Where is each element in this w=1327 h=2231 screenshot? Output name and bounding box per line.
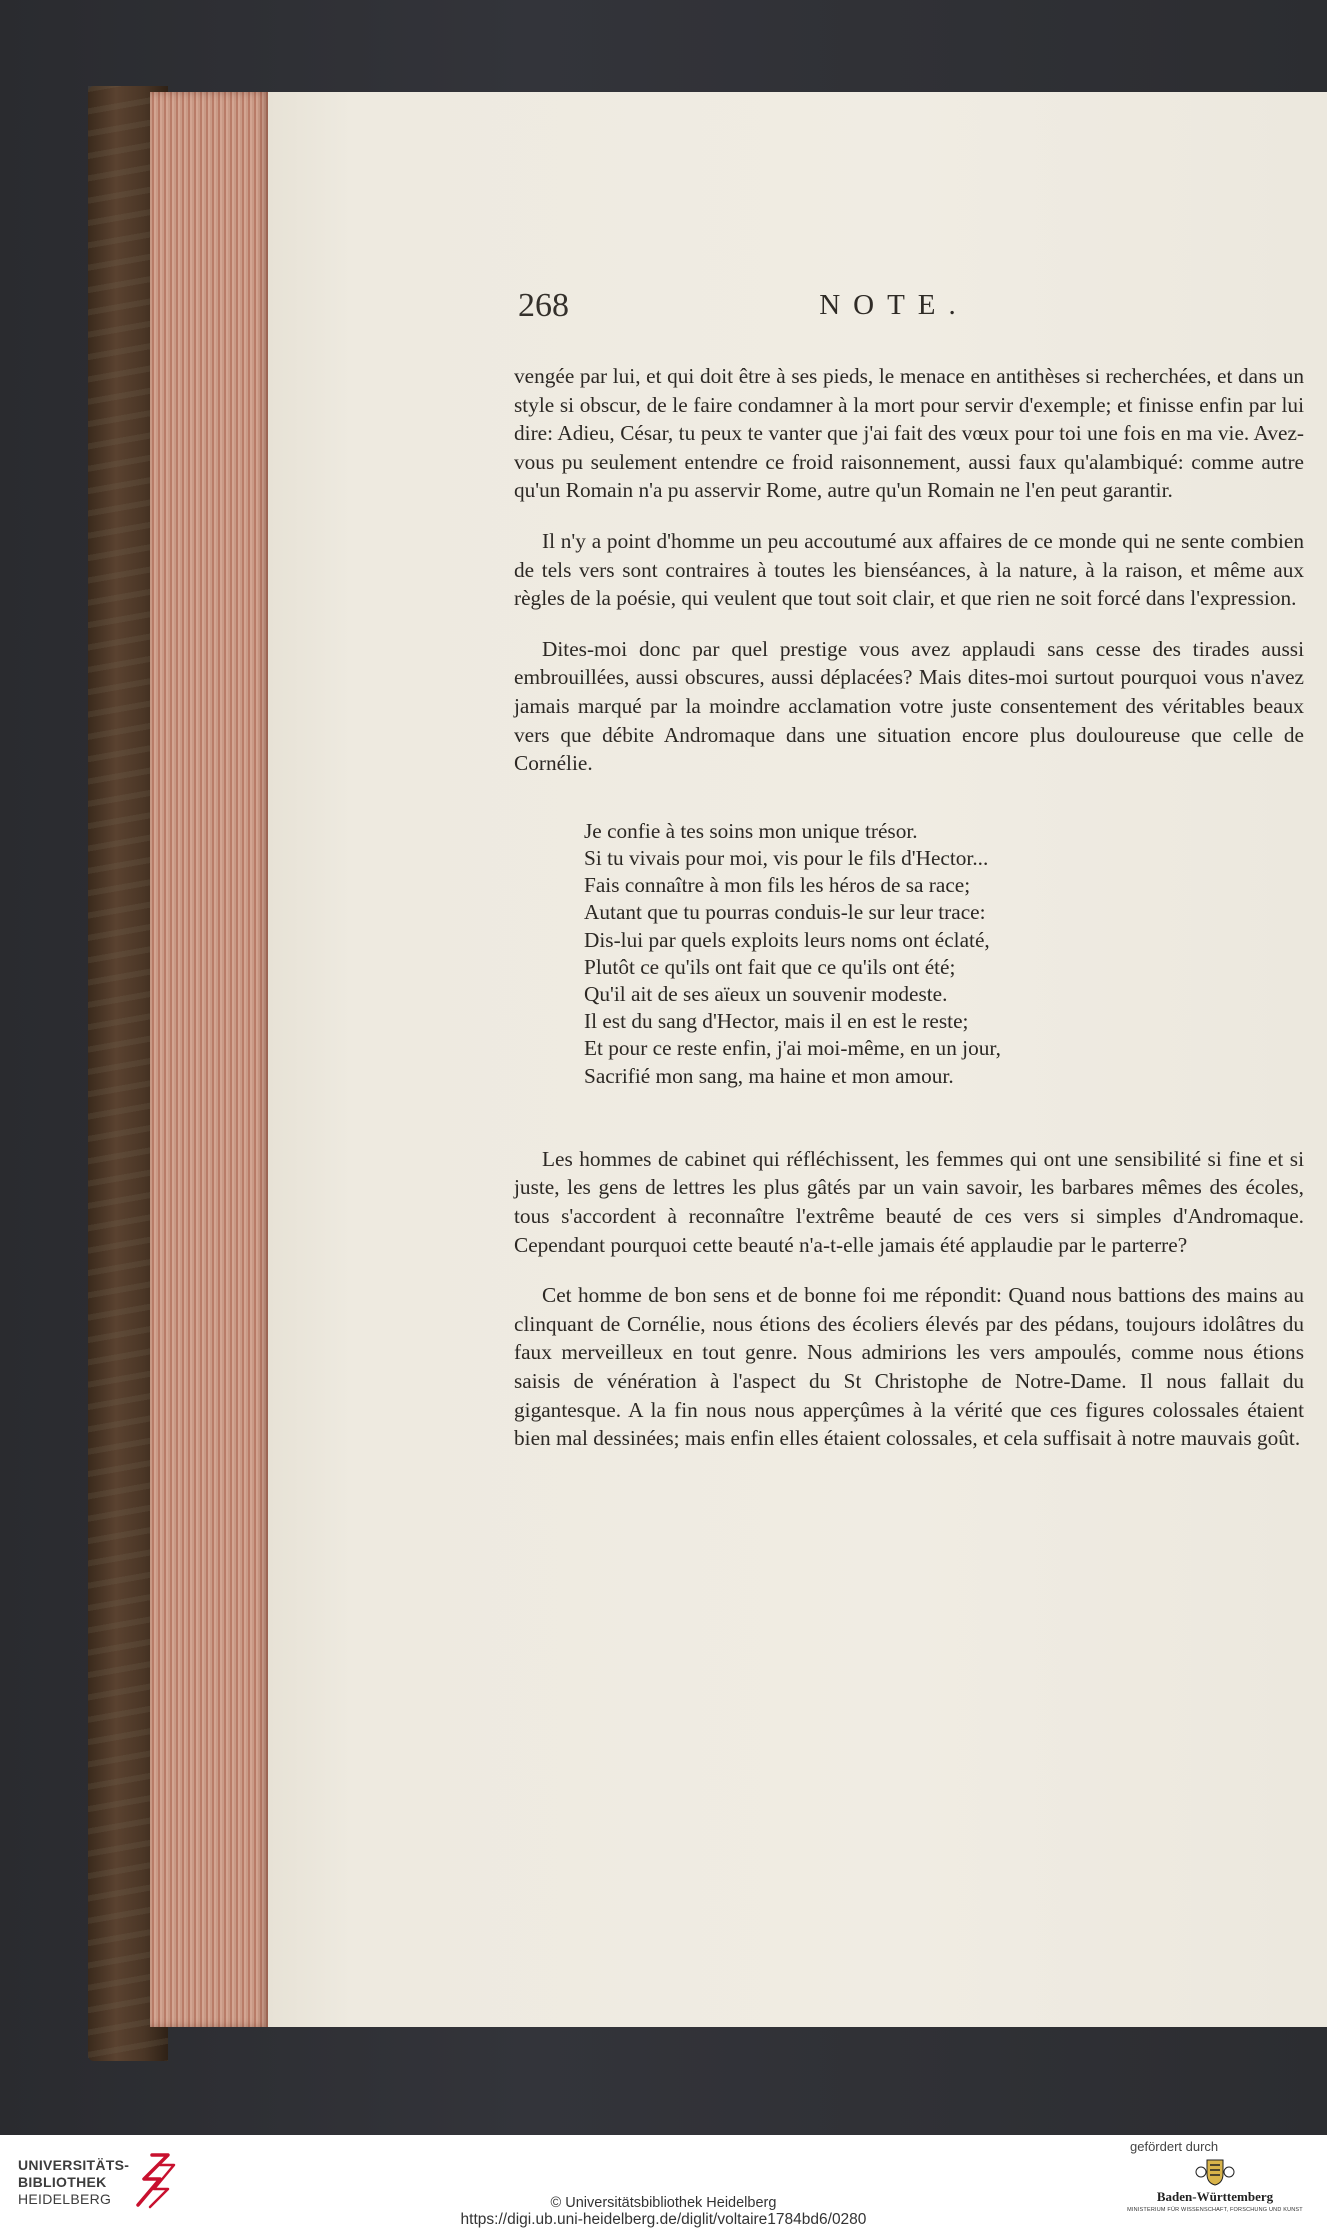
verse-line: Dis-lui par quels exploits leurs noms ont éclaté, xyxy=(584,927,990,952)
permalink[interactable]: https://digi.ub.uni-heidelberg.de/diglit/voltaire1784bd6/0280 xyxy=(460,2211,867,2228)
library-name-line: HEIDELBERG xyxy=(18,2191,112,2207)
funder-logo[interactable] xyxy=(1120,2157,1310,2227)
paragraph: Dites-moi donc par quel prestige vous avez applaudi sans cesse des tirades aussi embrouillées, aussi obscures, aussi déplacées? Mais dites-moi surtout pourquoi vous n'avez jamais marqué par la moindre acclamation votre juste consentement des véritables beaux vers que débite Andromaque dans une situation encore plus douloureuse que celle de Cornélie. xyxy=(514,636,1304,776)
verse-line: Il est du sang d'Hector, mais il en est le reste; xyxy=(584,1009,969,1034)
verse-line: Sacrifié mon sang, ma haine et mon amour. xyxy=(584,1063,954,1088)
verse-line: Plutôt ce qu'ils ont fait que ce qu'ils ont été; xyxy=(584,954,956,979)
funder-ministry: MINISTERIUM FÜR WISSENSCHAFT, FORSCHUNG UND KUNST xyxy=(1127,2207,1303,2213)
library-name-line: UNIVERSITÄTS- xyxy=(18,2157,130,2173)
paragraph: Cet homme de bon sens et de bonne foi me répondit: Quand nous battions des mains au clinquant de Cornélie, nous étions des écoliers élevés par des pédans, toujours idolâtres du faux merveilleux en tout genre. Nous admirions les vers ampoulés, comme nous étions saisis de vénération à l'aspect du St Christophe de Notre-Dame. Il nous fallait du gigantesque. A la fin nous nous apperçûmes à la vérité que ces figures colossales étaient bien mal dessinées; mais enfin elles étaient colossales, et cela suffisait à notre mauvais goût. xyxy=(514,1283,1304,1451)
verse-line: Je confie à tes soins mon unique trésor. xyxy=(584,818,918,843)
page-number: 268 xyxy=(518,287,569,324)
verse-quotation xyxy=(584,818,1304,1090)
paragraph: Il n'y a point d'homme un peu accoutumé aux affaires de ce monde qui ne sente combien de tels vers sont contraires à toutes les bienséances, à la nature, à la raison, et même aux règles de la poésie, qui veulent que tout soit clair, et que rien ne soit forcé dans l'expression. xyxy=(514,528,1304,611)
verse-line: Et pour ce reste enfin, j'ai moi-même, en un jour, xyxy=(584,1036,1001,1061)
page-title: NOTE. xyxy=(819,289,969,321)
book-page xyxy=(268,92,1327,2027)
coat-of-arms-icon xyxy=(1192,2157,1238,2187)
copyright-notice: © Universitätsbibliothek Heidelberg xyxy=(550,2195,777,2211)
verse-line: Si tu vivais pour moi, vis pour le fils d'Hector... xyxy=(584,845,989,870)
funded-by-label: gefördert durch xyxy=(1130,2139,1219,2154)
paragraph: vengée par lui, et qui doit être à ses pieds, le menace en antithèses si recherchées, et dans un style si obscur, de le faire condamner à la mort pour servir d'exemple; et finisse enfin par lui dire: Adieu, César, tu peux te vanter que j'ai fait des vœux pour toi une fois en ma vie. Avez-vous pu seulement entendre ce froid raisonnement, aussi faux qu'alambiqué: comme autre qu'un Romain n'a pu asservir Rome, autre qu'un Romain ne l'en peut garantir. xyxy=(514,364,1304,503)
library-name-line: BIBLIOTHEK xyxy=(18,2174,107,2190)
page-edges xyxy=(150,92,270,2027)
body-text xyxy=(514,362,1304,1475)
verse-line: Fais connaître à mon fils les héros de sa race; xyxy=(584,873,971,898)
funder-name: Baden-Württemberg xyxy=(1156,2189,1274,2204)
running-head xyxy=(518,287,1270,347)
verse-line: Qu'il ait de ses aïeux un souvenir modeste. xyxy=(584,981,948,1006)
verse-line: Autant que tu pourras conduis-le sur leur trace: xyxy=(584,900,986,925)
paragraph: Les hommes de cabinet qui réfléchissent, les femmes qui ont une sensibilité si fine et si juste, les gens de lettres les plus gâtés par un vain savoir, les barbares mêmes des écoles, tous s'accordent à reconnaître l'extrême beauté de ces vers si simples d'Andromaque. Cependant pourquoi cette beauté n'a-t-elle jamais été applaudie par le parterre? xyxy=(514,1146,1304,1257)
viewer-footer xyxy=(0,2135,1327,2231)
